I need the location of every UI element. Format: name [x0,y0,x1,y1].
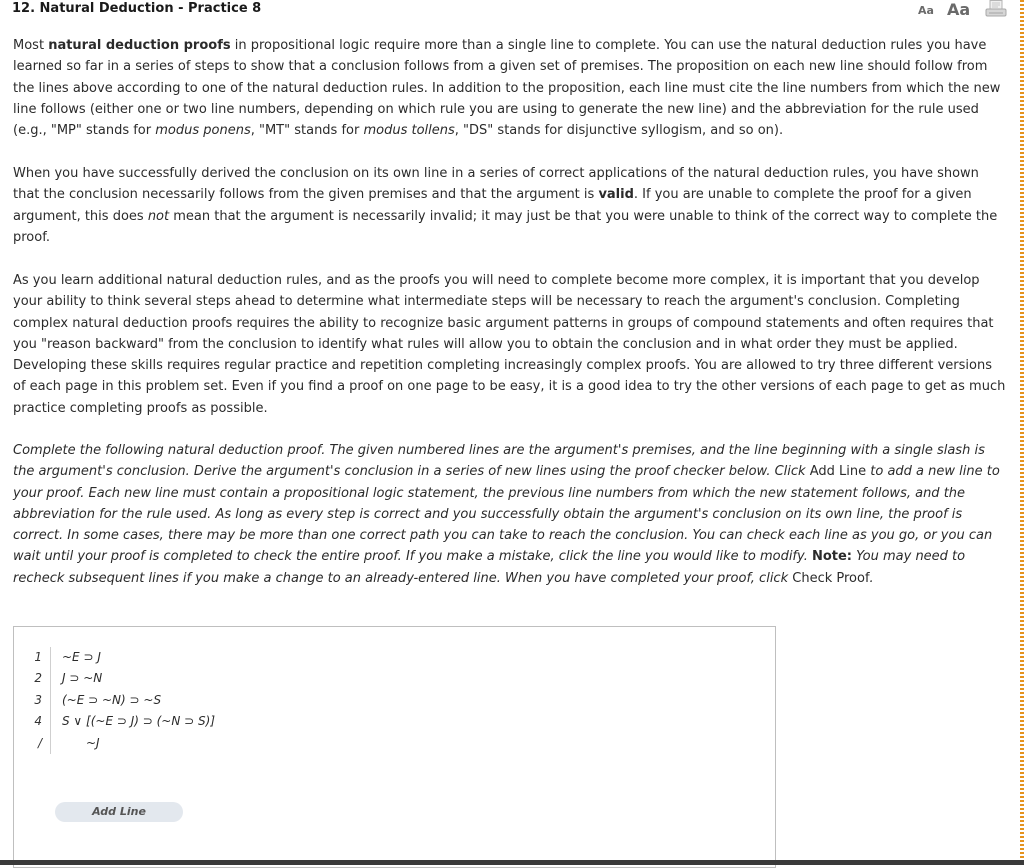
increase-font-button[interactable]: Aa [947,0,971,19]
term-valid: valid [598,187,634,203]
intro-paragraph [13,35,1008,141]
proof-line[interactable] [14,711,414,732]
premise-statement: (~E ⊃ ~N) ⊃ ~S [62,692,162,707]
text: in propositional logic require more than a single line to complete. You can use the natural deduction rules you have learned so far in a series of steps to show that a conclusion follows from a given set of premises. The proposition on each new line should follow from the lines above according to one of the natural deduction rules. In addition to the proposition, each line must cite the line numbers from which the new line follows (either one or two line numbers, depending on which rule you are using to generate the new line) and the abbreviation for the rule used (e.g., "MP" stands for [13,38,1001,139]
note-label: Note: [811,549,853,565]
add-line-reference: Add Line [809,464,867,480]
proof-line[interactable] [14,647,414,668]
proof-line[interactable] [14,690,414,711]
line-divider [50,733,51,754]
emphasis-not: not [147,208,170,224]
bottom-bar [0,860,1024,865]
line-number: / [37,735,42,750]
text: . [869,570,874,586]
proof-line[interactable] [14,668,414,689]
title-bar [0,0,1014,20]
text: Most [13,38,49,53]
premise-statement: S ∨ [(~E ⊃ J) ⊃ (~N ⊃ S)] [62,714,215,729]
page-title: 12. Natural Deduction - Practice 8 [12,1,262,16]
text: to add a new line to your proof. Each new line must contain a propositional logic statement, the previous line numbers from which the new statement follows, and the abbreviation for the rule used. As long as every step is correct and you successfully obtain the argument's conclusion on its own line, the proof is correct. In some cases, there may be more than one correct path you can take to reach the conclusion. You can check each line as you go, or you can wait until your proof is completed to check the entire proof. If you make a mistake, click the line you would like to modify. [13,464,1000,565]
conclusion-statement: ~J [86,735,100,750]
term-natural-deduction-proofs: natural deduction proofs [48,38,231,53]
text: mean that the argument is necessarily invalid; it may just be that you were unable to think of the correct way to complete the proof. [13,208,998,245]
proof-lines [14,647,414,754]
decrease-font-button[interactable]: Aa [918,4,934,17]
text: . If you are unable to complete the proof for a given argument, this does [13,187,972,224]
line-divider [50,711,51,732]
premise-statement: ~E ⊃ J [62,650,101,664]
term-modus-ponens: modus ponens [155,123,251,139]
proof-checker [13,626,776,868]
add-line-button[interactable]: Add Line [55,802,183,822]
line-divider [50,668,51,689]
print-icon[interactable] [985,0,1007,18]
term-modus-tollens: modus tollens [363,123,455,139]
page-edge-border [1020,0,1024,865]
text: You may need to recheck subsequent lines if you make a change to an already-entered line. When you have completed your proof, click [13,549,966,586]
practice-paragraph: As you learn additional natural deduction rules, and as the proofs you will need to complete become more complex, it is important that you develop your ability to think several steps ahead to determine what intermediate steps will be necessary to reach the argument's conclusion. Completing complex natural deduction proofs requires the ability to recognize basic argument patterns in groups of compound statements and often requires that you "reason backward" from the conclusion to identify what rules will allow you to obtain the conclusion and in what order they must be applied. Developing these skills requires regular practice and repetition completing increasingly complex proofs. You are allowed to try three different versions of each page in this problem set. Even if you find a proof on one page to be easy, it is a good idea to try the other versions of each page to get as much practice completing proofs as possible. [13,273,1006,416]
task-instructions [13,440,1008,589]
premise-statement: J ⊃ ~N [62,671,103,686]
conclusion-line[interactable] [14,733,414,754]
line-divider [50,647,51,668]
text: , "DS" stands for disjunctive syllogism, and so on). [454,123,784,139]
text: , "MT" stands for [250,123,364,139]
text: Complete the following natural deduction proof. The given numbered lines are the argument's premises, and the line beginning with a single slash is the argument's conclusion. Derive the argument's conclusion in a series of new lines using the proof checker below. Click [13,443,985,480]
line-number: 2 [34,671,42,686]
check-proof-reference: Check Proof [792,570,870,586]
validity-paragraph [13,163,1008,248]
line-number: 4 [34,714,42,729]
line-divider [50,690,51,711]
line-number: 1 [34,650,42,664]
line-number: 3 [34,692,42,707]
text: When you have successfully derived the conclusion on its own line in a series of correct applications of the natural deduction rules, you have shown that the conclusion necessarily follows from the given premises and that the argument is [13,166,979,203]
